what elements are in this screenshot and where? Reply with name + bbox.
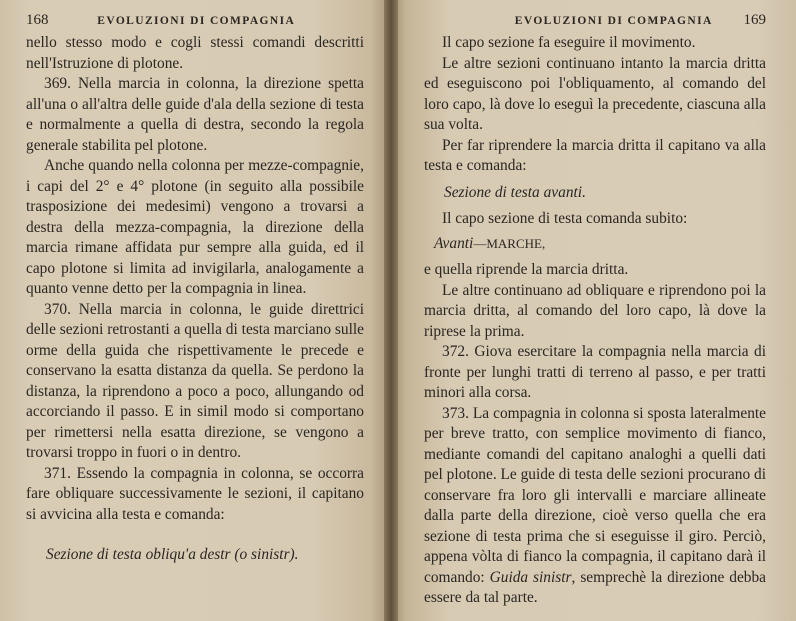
left-page-number: 168: [26, 12, 49, 28]
right-page-header: [424, 12, 766, 29]
paragraph: Le altre sezioni continuano intanto la marcia dritta ed eseguiscono poi l'obliquamento, al comando del loro capo, là dove lo eseguì la precedente, ciascuna alla sua volta.: [424, 54, 766, 133]
paragraph: [424, 404, 766, 609]
left-page-header: [26, 12, 364, 29]
paragraph: Il capo sezione fa eseguire il movimento.: [442, 34, 696, 51]
paragraph: 370. Nella marcia in colonna, le guide direttrici delle sezioni retrostanti a quella di testa marciano sulle orme della guida che rispettivamente le precede e conservano la esatta distanza da quella. Se perdono la distanza, la riprendono a poco a poco, allungando od accorciando il passo. E in simil modo si comportano per rimettersi nella esatta direzione, se vengono a trovarsi troppo in fuori o in dentro.: [26, 300, 364, 461]
paragraph: 372. Giova esercitare la compagnia nella marcia di fronte per lunghi tratti di terreno al passo, e per tratti minori alla corsa.: [424, 343, 766, 401]
book-gutter: [384, 0, 398, 621]
paragraph: Il capo sezione di testa comanda subito:: [442, 210, 688, 227]
paragraph: nello stesso modo e cogli stessi comandi descritti nell'Istruzione di plotone.: [26, 34, 364, 72]
paragraph-text: , semprechè la direzione debba essere da tal parte.: [424, 568, 766, 606]
command-caps: —MARCHE,: [473, 235, 546, 251]
paragraph: e quella riprende la marcia dritta.: [424, 261, 629, 278]
command-line: Sezione di testa avanti.: [444, 183, 586, 201]
right-running-title: EVOLUZIONI DI COMPAGNIA: [514, 15, 713, 27]
paragraph: Per far riprendere la marcia dritta il capitano va alla testa e comanda:: [424, 136, 766, 174]
command-inline: Guida sinistr: [489, 568, 572, 586]
paragraph: 369. Nella marcia in colonna, la direzione spetta all'una o all'altra delle guide d'ala della sezione di testa e normalmente a quella di destra, secondo la regola generale stabilita pel plotone.: [26, 75, 364, 154]
command-line: [434, 234, 766, 255]
paragraph-text: 373. La compagnia in colonna si sposta lateralmente per breve tratto, con semplice movimento di fianco, mediante comandi del capitano analoghi a quelli dati pel plotone. Le guide di testa delle sezioni procurano di conservare fra loro gli intervalli e marciare allineate dalla parte della direzione, cioè verso quella che era sezione di testa prima che si eseguisse il giro. Perciò, appena vòlta di fianco la compagnia, il capitano darà il comando:: [424, 404, 766, 586]
left-running-title: EVOLUZIONI DI COMPAGNIA: [97, 15, 296, 27]
right-page-number: 169: [743, 12, 766, 28]
command-word: Avanti: [434, 234, 474, 252]
left-page-body: [26, 33, 364, 566]
paragraph: 371. Essendo la compagnia in colonna, se occorra fare obliquare successivamente le sezioni, il capitano si avvicina alla testa e comanda:: [26, 464, 364, 523]
paragraph: Le altre continuano ad obliquare e riprendono poi la marcia dritta, al comando del loro capo, là dove la riprese la prima.: [424, 281, 766, 340]
command-line: Sezione di testa obliqu'a destr (o sinistr).: [46, 546, 299, 563]
right-page-body: [424, 33, 766, 609]
right-page: [390, 0, 796, 621]
paragraph: Anche quando nella colonna per mezze-compagnie, i capi del 2° e 4° plotone (in seguito alla possibile trasposizione dei medesimi) vengono a trovarsi a destra della mezza-compagnia, la direzione della marcia rimane affidata pur sempre alla guida, ed il capo plotone si limita ad invigilarla, analogamente a quanto venne detto per la compagnia in linea.: [26, 157, 364, 297]
left-page: [0, 0, 390, 621]
